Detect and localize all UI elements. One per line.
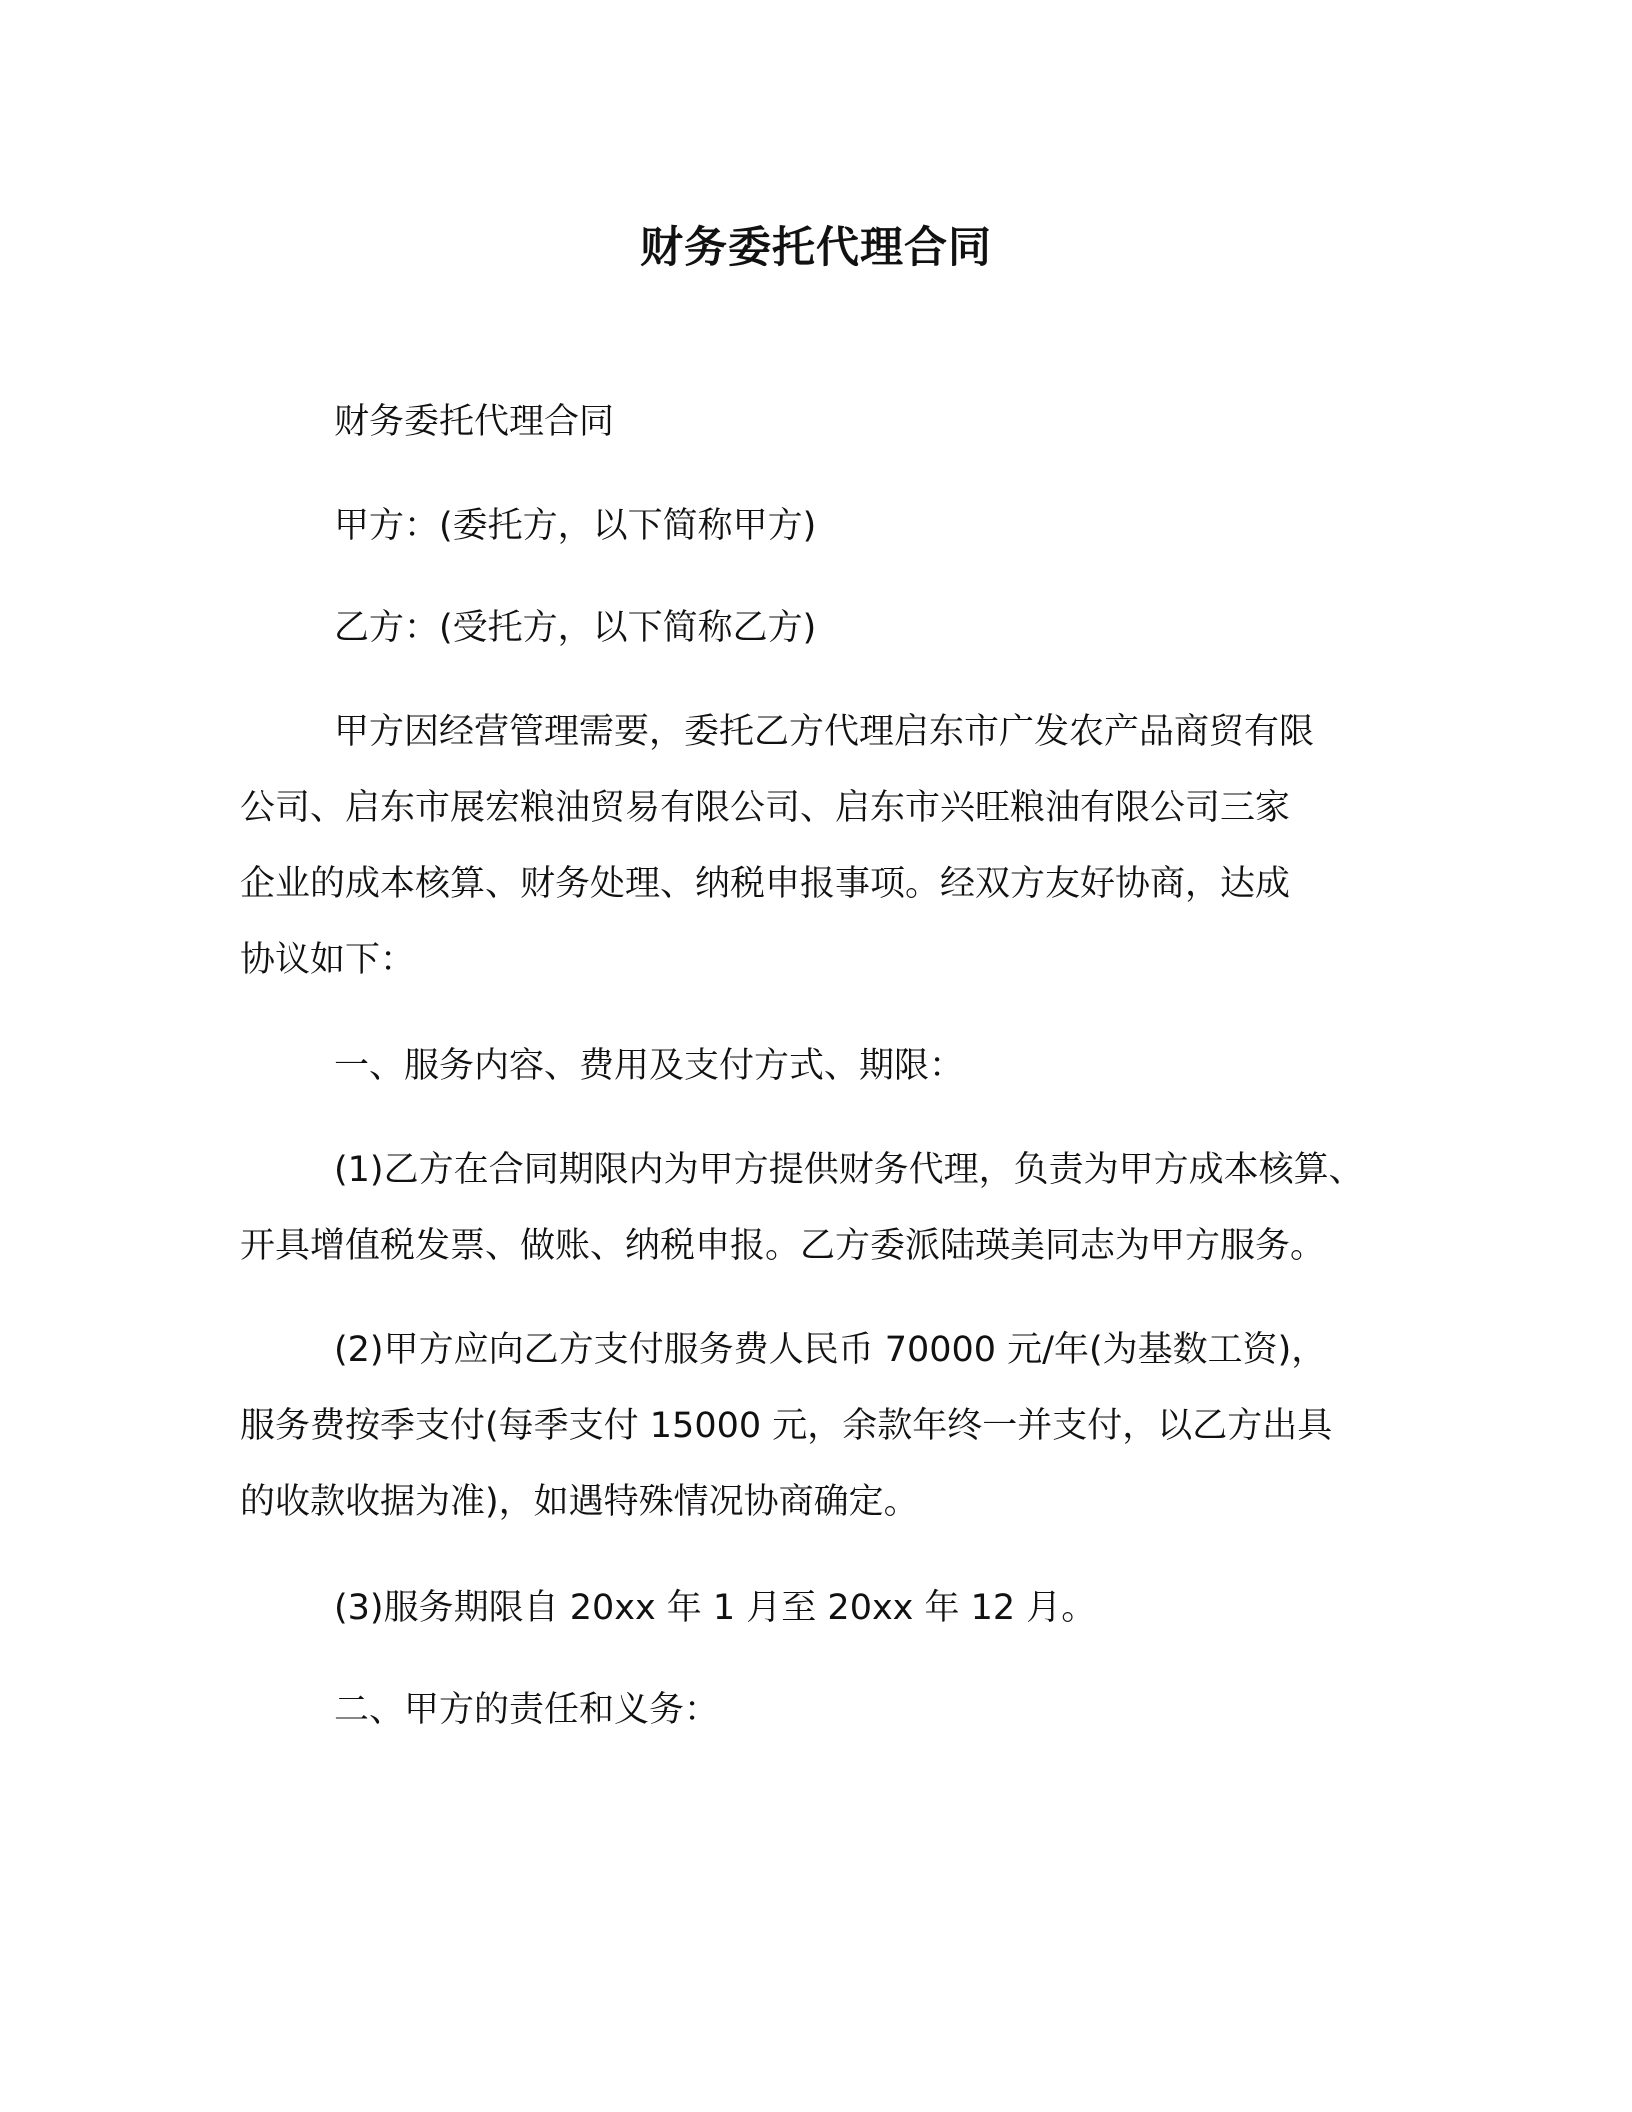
party-b-line: 乙方：(受托方，以下简称乙方): [334, 608, 817, 648]
document-subtitle: 财务委托代理合同: [334, 402, 615, 442]
intro-paragraph: [240, 694, 1420, 998]
item-1-paragraph: [240, 1132, 1420, 1284]
intro-line: 甲方因经营管理需要，委托乙方代理启东市广发农产品商贸有限: [334, 712, 1315, 752]
section-2-heading: 二、甲方的责任和义务：: [334, 1690, 720, 1730]
section-1-heading: 一、服务内容、费用及支付方式、期限：: [334, 1046, 965, 1086]
intro-line: 协议如下：: [240, 940, 416, 980]
intro-line: 企业的成本核算、财务处理、纳税申报事项。经双方友好协商，达成: [240, 864, 1291, 904]
intro-line: 公司、启东市展宏粮油贸易有限公司、启东市兴旺粮油有限公司三家: [240, 788, 1291, 828]
item-2-line: (2)甲方应向乙方支付服务费人民币 70000 元/年(为基数工资)，: [334, 1330, 1327, 1370]
document-title: 财务委托代理合同: [640, 223, 992, 273]
item-2-line: 的收款收据为准)，如遇特殊情况协商确定。: [240, 1482, 919, 1522]
item-1-line: 开具增值税发票、做账、纳税申报。乙方委派陆瑛美同志为甲方服务。: [240, 1226, 1326, 1266]
party-a-line: 甲方：(委托方，以下简称甲方): [334, 506, 817, 546]
item-3-line: (3)服务期限自 20xx 年 1 月至 20xx 年 12 月。: [334, 1588, 1097, 1628]
item-1-line: (1)乙方在合同期限内为甲方提供财务代理，负责为甲方成本核算、: [334, 1150, 1364, 1190]
item-2-paragraph: [240, 1312, 1420, 1540]
item-2-line: 服务费按季支付(每季支付 15000 元，余款年终一并支付，以乙方出具: [240, 1406, 1333, 1446]
